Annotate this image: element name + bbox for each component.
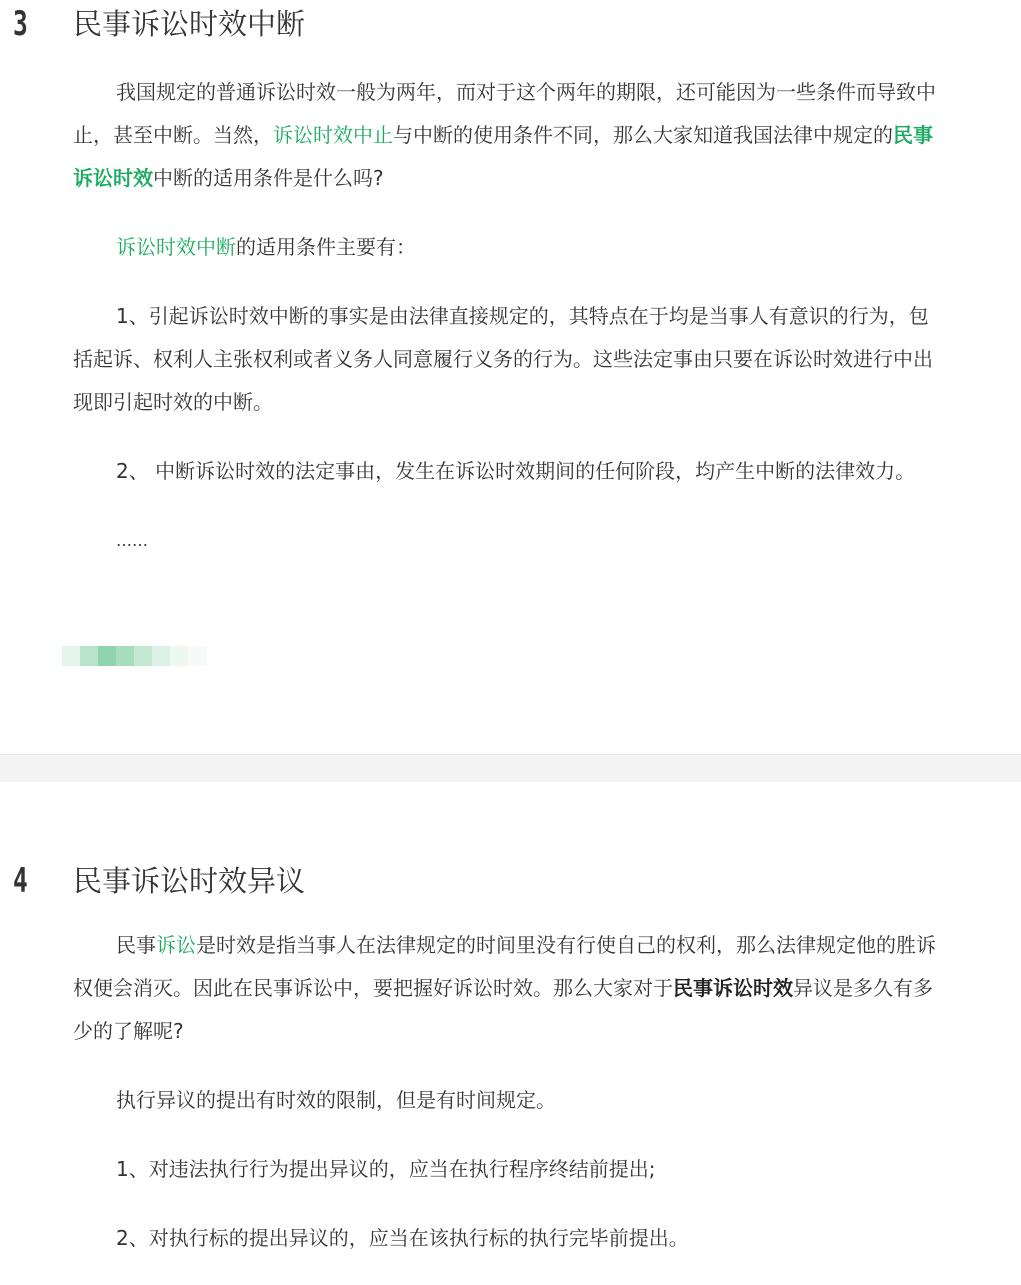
section-4-number: 4 [13,861,28,901]
link-suit-limitation-interruption[interactable]: 诉讼时效中断 [116,235,236,259]
section-3-title: 民事诉讼时效中断 [73,7,306,41]
paragraph-text: 是时效是指当事人在法律规定的时间里没有行使自己的权利，那么法律规定他的胜诉权便会消灭。因此在民事诉讼中，要把握好诉讼时效。那么大家对于 [73,933,936,1000]
section-4-body [73,924,939,1260]
link-civil-suit-limitation[interactable]: 民事诉讼时效 [73,123,933,190]
blurred-tag-image [62,637,207,675]
section-4-title: 民事诉讼时效异议 [73,864,306,898]
paragraph-text: 与中断的使用条件不同，那么大家知道我国法律中规定的 [393,123,893,147]
section-4-paragraph-1 [73,924,939,1053]
section-4 [0,782,1021,1285]
section-3-number: 3 [13,4,28,44]
bold-civil-suit-limitation: 民事诉讼时效 [673,976,793,1000]
paragraph-text: 的适用条件主要有： [236,235,416,259]
link-suit-limitation-suspension[interactable]: 诉讼时效中止 [273,123,393,147]
section-3-body [73,71,939,562]
section-4-header [0,857,1021,907]
section-4-paragraph-2: 执行异议的提出有时效的限制，但是有时间规定。 [116,1088,556,1112]
section-3-paragraph-3: 1、引起诉讼时效中断的事实是由法律直接规定的，其特点在于均是当事人有意识的行为，包括起诉、权利人主张权利或者义务人同意履行义务的行为。这些法定事由只要在诉讼时效进行中出现即引起时效的中断。 [73,304,933,414]
section-3-paragraph-2 [73,226,939,269]
section-4-paragraph-3: 1、对违法执行行为提出异议的，应当在执行程序终结前提出; [116,1157,656,1181]
paragraph-text: 异议是多久有多少的了解呢? [73,976,933,1043]
link-suit[interactable]: 诉讼 [156,933,196,957]
section-3-paragraph-4: 2、 中断诉讼时效的法定事由，发生在诉讼时效期间的任何阶段，均产生中断的法律效力。 [116,459,916,483]
paragraph-text: 我国规定的普通诉讼时效一般为两年，而对于这个两年的期限，还可能因为一些条件而导致中止，甚至中断。当然， [73,80,936,147]
section-3-ellipsis: …… [116,531,148,550]
paragraph-text: 民事 [116,933,156,957]
paragraph-text: 中断的适用条件是什么吗? [153,166,384,190]
section-3-header [0,0,1021,50]
section-3-paragraph-1 [73,71,939,200]
section-divider [0,754,1021,782]
section-4-paragraph-4: 2、对执行标的提出异议的，应当在该执行标的执行完毕前提出。 [116,1226,689,1250]
